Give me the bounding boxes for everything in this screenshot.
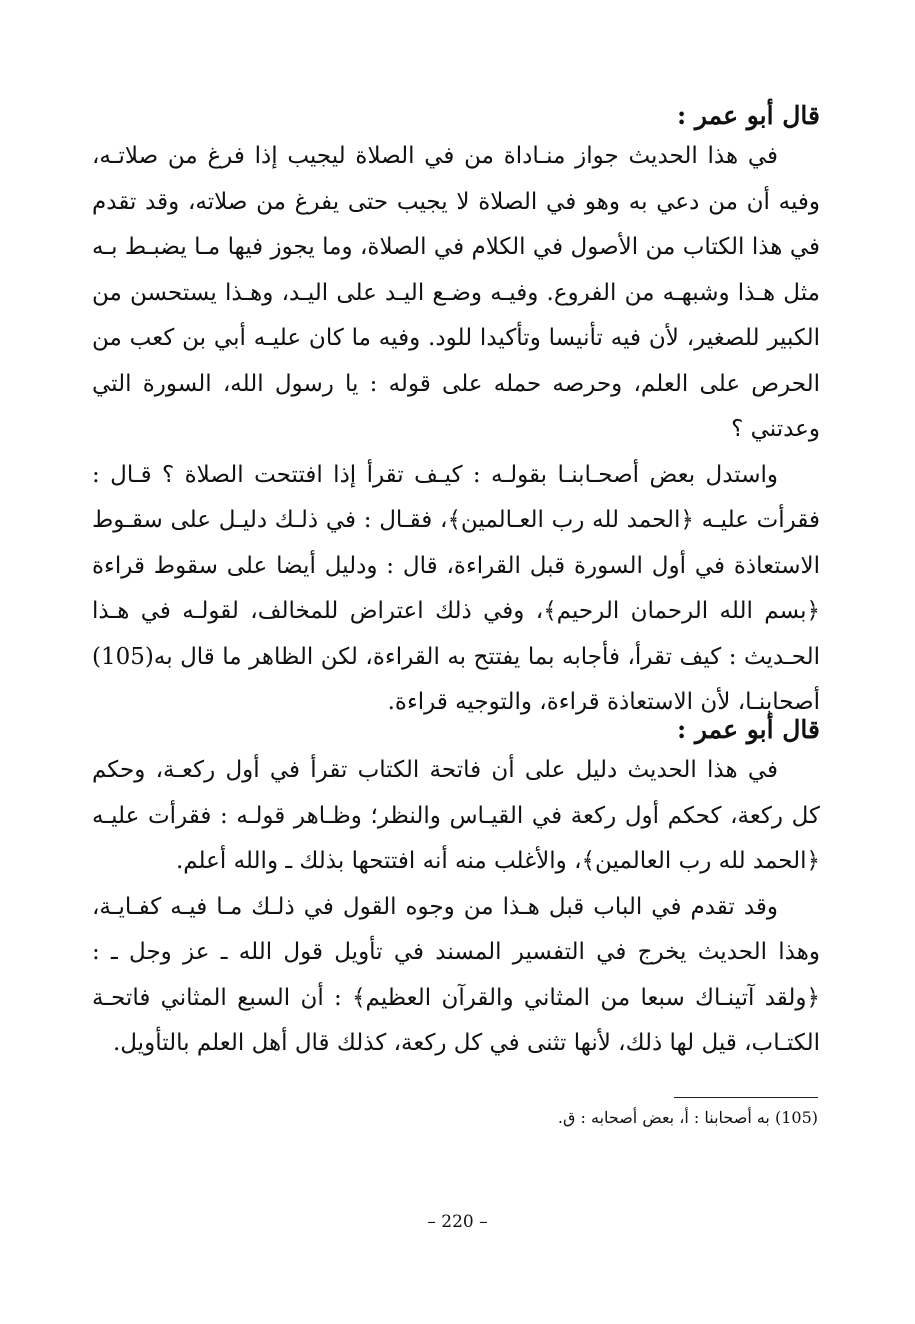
section-heading: قال أبو عمر : xyxy=(676,101,820,130)
footnote: (105) به أصحابنا : أ، بعض أصحابه : ق. xyxy=(557,1108,818,1127)
page-number: – 220 – xyxy=(427,1212,488,1232)
paragraph: في هذا الحديث دليل على أن فاتحة الكتاب تقرأ في أول ركعـة، وحكم كل ركعة، كحكم أول ركعة في القيـاس والنظر؛ وظـاهر قولـه : فقرأت عليـه ﴿الحمد لله رب العالمين﴾، والأغلب منه أنه افتتحها بذلك ـ والله أعلم. xyxy=(92,757,820,874)
section-heading: قال أبو عمر : xyxy=(676,715,820,744)
paragraph: وقد تقدم في الباب قبل هـذا من وجوه القول في ذلـك مـا فيـه كفـايـة، وهذا الحديث يخرج في التفسير المسند في تأويل قول الله ـ عز وجل ـ : ﴿ولقد آتينـاك سبعا من المثاني والقرآن العظيم﴾ : أن السبع المثاني فاتحـة الكتـاب، قيل لها ذلك، لأنها تثنى في كل ركعة، كذلك قال أهل العلم بالتأويل. xyxy=(92,893,820,1056)
section-2 xyxy=(92,712,820,1067)
paragraph: واستدل بعض أصحـابنـا بقولـه : كيـف تقرأ إذا افتتحت الصلاة ؟ قـال : فقرأت عليـه ﴿الحمد لله رب العـالمين﴾، فقـال : في ذلـك دليـل على سقـوط الاستعاذة في أول السورة قبل القراءة، قال : ودليل أيضا على سقوط قراءة ﴿بسم الله الرحمان الرحيم﴾، وفي ذلك اعتراض للمخالف، لقولـه في هـذا الحـديث : كيف تقرأ، فأجابه بما يفتتح به القراءة، لكن الظاهر ما قال به(105) أصحابنـا، لأن الاستعاذة قراءة، والتوجيه قراءة. xyxy=(92,461,820,715)
section-1 xyxy=(92,98,820,726)
footnote-divider xyxy=(674,1097,818,1098)
paragraph: في هذا الحديث جواز منـاداة من في الصلاة ليجيب إذا فرغ من صلاتـه، وفيه أن من دعي به وهو في الصلاة لا يجيب حتى يفرغ من صلاته، وقد تقدم في هذا الكتاب من الأصول في الكلام في الصلاة، وما يجوز فيها مـا يضبـط بـه مثل هـذا وشبهـه من الفروع. وفيـه وضـع اليـد على اليـد، وهـذا يستحسن من الكبير للصغير، لأن فيه تأنيسا وتأكيدا للود. وفيه ما كان عليـه أبي بن كعب من الحرص على العلم، وحرصه حمله على قوله : يا رسول الله، السورة التي وعدتني ؟ xyxy=(92,143,820,442)
